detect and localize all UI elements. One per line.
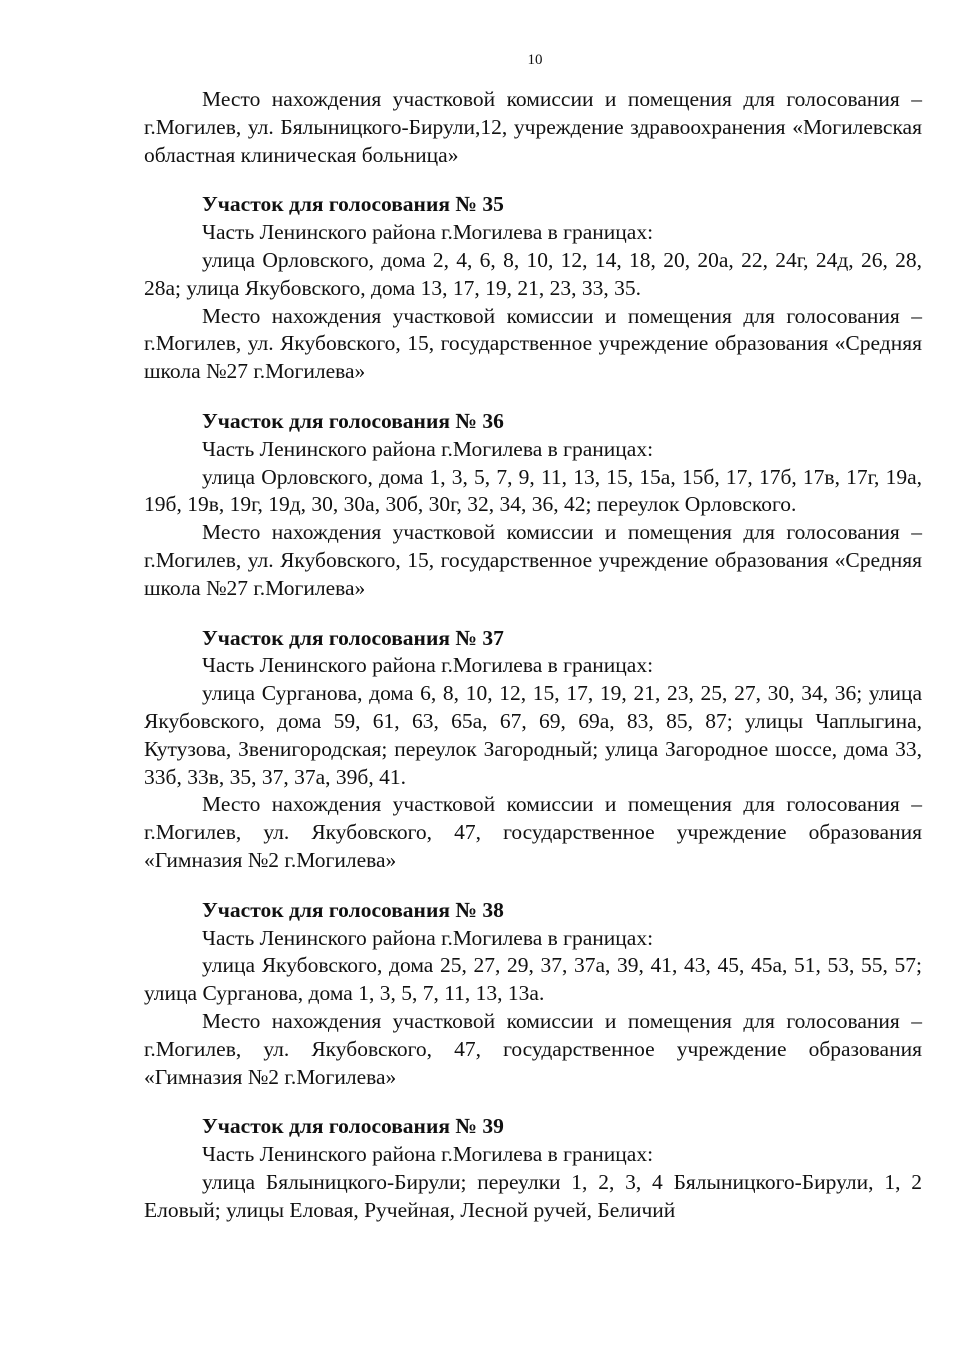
- streets-paragraph: улица Бялыницкого-Бирули; переулки 1, 2, 3, 4 Бялыницкого-Бирули, 1, 2 Еловый; улицы Еловая, Ручейная, Лесной ручей, Беличий: [144, 1169, 922, 1222]
- polling-station-39: [144, 1113, 922, 1224]
- polling-station-35: [144, 191, 922, 386]
- polling-station-37: [144, 625, 922, 875]
- location-paragraph: Место нахождения участковой комиссии и помещения для голосования – г.Могилев, ул. Якубовского, 15, государственное учреждение образования «Средняя школа №27 г.Могилева»: [144, 520, 922, 600]
- page-number: 10: [527, 52, 543, 68]
- streets-paragraph: улица Орловского, дома 1, 3, 5, 7, 9, 11, 13, 15, 15а, 15б, 17, 17б, 17в, 17г, 19а, 19б, 19в, 19г, 19д, 30, 30а, 30б, 30г, 32, 34, 36, 42; переулок Орловского.: [144, 464, 922, 517]
- streets-paragraph: улица Сурганова, дома 6, 8, 10, 12, 15, 17, 19, 21, 23, 25, 27, 30, 34, 36; улица Якубовского, дома 59, 61, 63, 65а, 67, 69, 69а, 83, 85, 87; улицы Чаплыгина, Кутузова, Звенигородская; переулок Загородный; улица Загородное шоссе, дома 33, 33б, 33в, 35, 37, 37а, 39б, 41.: [144, 681, 922, 789]
- streets-paragraph: улица Орловского, дома 2, 4, 6, 8, 10, 12, 14, 18, 20, 20а, 22, 24г, 24д, 26, 28, 28а; улица Якубовского, дома 13, 17, 19, 21, 23, 33, 35.: [144, 247, 922, 300]
- district-part-line: Часть Ленинского района г.Могилева в границах:: [202, 220, 654, 245]
- location-paragraph: Место нахождения участковой комиссии и помещения для голосования – г.Могилев, ул. Якубовского, 15, государственное учреждение образования «Средняя школа №27 г.Могилева»: [144, 303, 922, 384]
- section-heading: Участок для голосования № 38: [202, 897, 504, 922]
- streets-paragraph: улица Якубовского, дома 25, 27, 29, 37, 37а, 39, 41, 43, 45, 45а, 51, 53, 55, 57; улица Сурганова, дома 1, 3, 5, 7, 11, 13, 13а.: [144, 953, 922, 1006]
- section-heading: Участок для голосования № 36: [202, 408, 504, 433]
- polling-station-38: [144, 897, 922, 1092]
- section-heading: Участок для голосования № 37: [202, 625, 504, 650]
- district-part-line: Часть Ленинского района г.Могилева в границах:: [202, 653, 654, 678]
- location-paragraph: Место нахождения участковой комиссии и помещения для голосования – г.Могилев, ул. Якубовского, 47, государственное учреждение образования «Гимназия №2 г.Могилева»: [144, 1008, 922, 1089]
- section-heading: Участок для голосования № 39: [202, 1114, 504, 1139]
- intro-location-paragraph: Место нахождения участковой комиссии и помещения для голосования – г.Могилев, ул. Бялыницкого-Бирули,12, учреждение здравоохранения «Могилевская областная клиническая больница»: [144, 87, 922, 167]
- document-body: [144, 86, 922, 1224]
- district-part-line: Часть Ленинского района г.Могилева в границах:: [202, 925, 654, 950]
- location-paragraph: Место нахождения участковой комиссии и помещения для голосования – г.Могилев, ул. Якубовского, 47, государственное учреждение образования «Гимназия №2 г.Могилева»: [144, 792, 922, 872]
- district-part-line: Часть Ленинского района г.Могилева в границах:: [202, 436, 654, 461]
- polling-station-36: [144, 408, 922, 603]
- district-part-line: Часть Ленинского района г.Могилева в границах:: [202, 1142, 654, 1167]
- section-heading: Участок для голосования № 35: [202, 192, 504, 217]
